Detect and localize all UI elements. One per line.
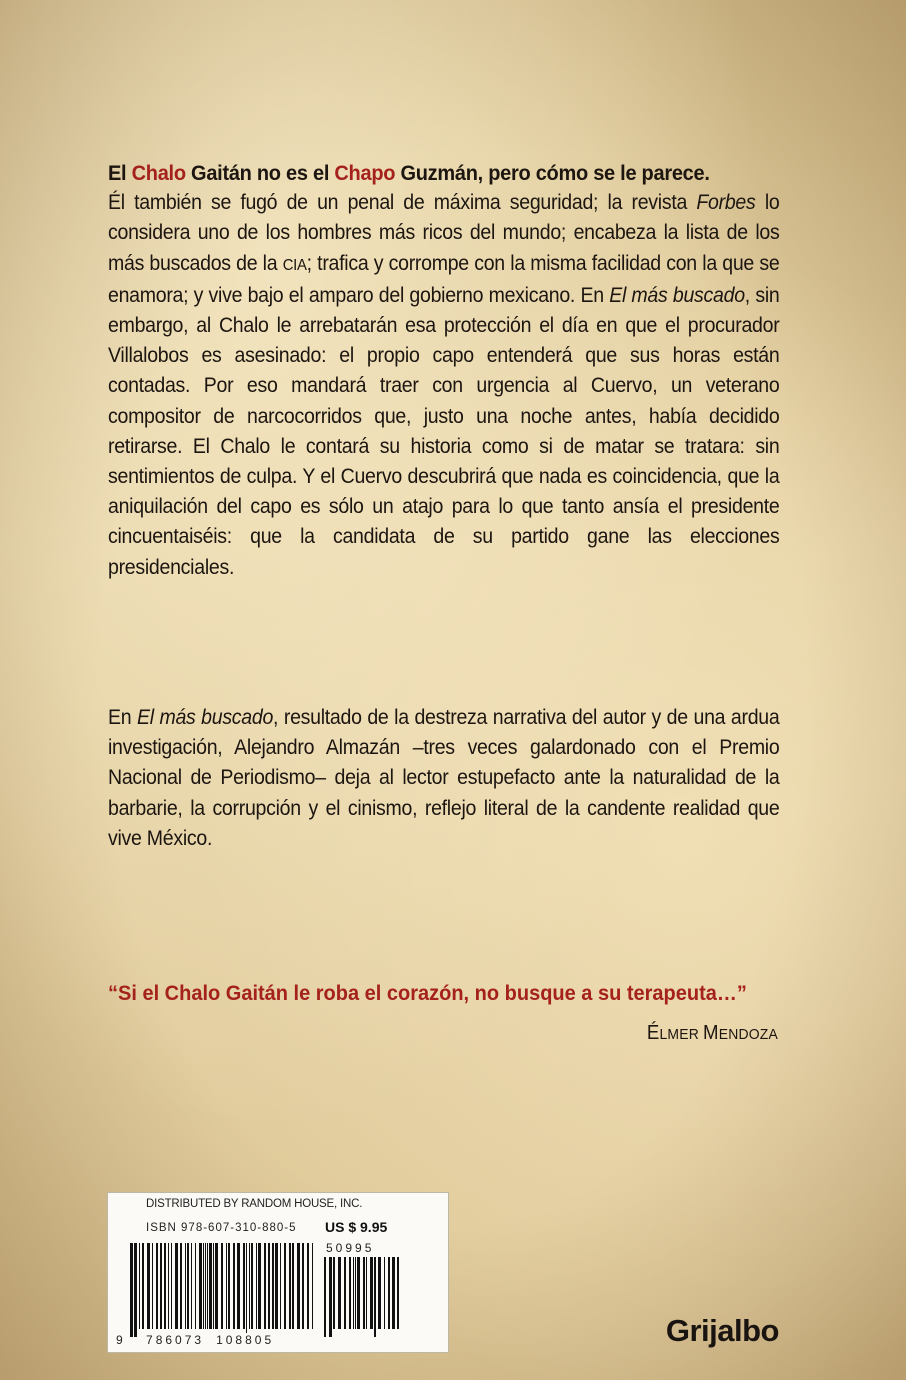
synopsis-text: lo considera uno de los hombres más ricos del mundo; encabeza la lista de los más buscados de la (108, 191, 780, 275)
headline-part: Guzmán, pero cómo se le parece. (395, 161, 710, 185)
barcode-bar (344, 1257, 346, 1329)
cia-acronym: CIA (282, 256, 307, 274)
barcode-bar (312, 1243, 313, 1329)
barcode-bar (256, 1243, 257, 1329)
barcode-bar (191, 1243, 192, 1329)
synopsis-text: ; trafica y corrompe con la misma facilidad con la que se enamora; y vive bajo el amparo del gobierno mexicano. En (108, 251, 780, 307)
barcode-bar (392, 1257, 395, 1329)
author-smallcaps: ENDOZA (718, 1026, 778, 1043)
headline-chalo: Chalo (131, 161, 186, 185)
barcode-bar (160, 1243, 162, 1329)
ean-lead-digit: 9 (116, 1333, 126, 1347)
barcode-bar (355, 1257, 356, 1329)
barcode-bar (349, 1257, 351, 1329)
barcode-label (107, 1192, 449, 1353)
ean-group-1: 786073 (146, 1333, 205, 1347)
publisher-logo: Grijalbo (665, 1313, 779, 1348)
barcode-bar (221, 1243, 223, 1329)
barcode-bar (209, 1243, 212, 1329)
price-code-text: 50995 (326, 1241, 375, 1255)
barcode-bar (171, 1243, 172, 1329)
barcode-bar (397, 1257, 399, 1329)
barcode-bar (147, 1243, 150, 1329)
barcode-bar (366, 1257, 367, 1329)
isbn-text: ISBN 978-607-310-880-5 (146, 1222, 297, 1234)
ean-digits (116, 1333, 274, 1347)
barcode-bar (249, 1243, 250, 1329)
barcode-bar (280, 1243, 281, 1329)
barcode-bar (164, 1243, 166, 1329)
barcode-bar (307, 1243, 309, 1329)
barcode-bar (251, 1243, 253, 1329)
price-addon-barcode (322, 1257, 402, 1339)
barcode-bar (370, 1257, 373, 1329)
barcode-bar (203, 1243, 204, 1329)
barcode-bar (139, 1243, 140, 1329)
headline-part: Gaitán no es el (185, 161, 335, 185)
synopsis-text: Él también se fugó de un penal de máxima seguridad; la revista (108, 191, 697, 215)
barcode-bar (233, 1243, 235, 1329)
barcode-bar (363, 1257, 365, 1329)
ean-group-2: 108805 (216, 1333, 275, 1347)
barcode-bar (243, 1243, 245, 1329)
barcode-bar (207, 1243, 208, 1329)
synopsis-text: , sin embargo, al Chalo le arrebatarán esa protección el día en que el procurador Villalobos es asesinado: el propio capo entenderá que sus horas están contadas. Por eso mandará traer con urgencia al Cuervo, un veterano compositor de narcocorridos que, justo una noche antes, había decidido retirarse. El Chalo le contará su historia como si de matar se tratara: sin sentimientos de culpa. Y el Cuervo descubrirá que nada es coincidencia, que la aniquilación del capo es sólo un atajo para lo que tanto ansía el presidente cincuentaiséis: que la candidata de su partido gane las elecciones presidenciales. (108, 283, 780, 579)
barcode-bar (156, 1243, 158, 1329)
quote-author (647, 1022, 778, 1045)
barcode-bar (187, 1243, 189, 1329)
barcode-bar (338, 1257, 341, 1329)
barcode-bar (297, 1243, 300, 1329)
barcode-bar (302, 1243, 304, 1329)
ean-barcode (128, 1243, 316, 1339)
synopsis-paragraph-2 (108, 703, 779, 854)
barcode-bar (289, 1243, 291, 1329)
price-text: US $ 9.95 (325, 1219, 388, 1235)
barcode-bar (378, 1257, 381, 1329)
barcode-bar (168, 1243, 169, 1329)
author-initial: M (703, 1022, 719, 1044)
barcode-bar (175, 1243, 178, 1329)
barcode-bar (185, 1243, 186, 1329)
barcode-bar (374, 1257, 376, 1337)
barcode-bar (246, 1243, 247, 1337)
barcode-bar (213, 1243, 214, 1329)
barcode-bar (258, 1243, 261, 1329)
barcode-bar (329, 1257, 332, 1337)
book-title: El más buscado (609, 283, 745, 307)
barcode-bar (134, 1243, 137, 1337)
headline-part: El (108, 161, 132, 185)
barcode-bar (275, 1243, 278, 1329)
barcode-bar (384, 1257, 385, 1329)
author-initial: É (646, 1022, 660, 1044)
barcode-bar (142, 1243, 144, 1329)
synopsis-text: En (108, 706, 137, 729)
barcode-bar (357, 1257, 360, 1329)
barcode-bar (268, 1243, 270, 1329)
author-smallcaps: LMER (659, 1026, 704, 1043)
barcode-bar (324, 1257, 326, 1337)
distributor-text: DISTRIBUTED BY RANDOM HOUSE, INC. (146, 1198, 363, 1210)
barcode-bar (284, 1243, 286, 1329)
barcode-bar (195, 1243, 196, 1329)
forbes-title: Forbes (696, 191, 756, 215)
barcode-bar (353, 1257, 354, 1329)
barcode-bar (272, 1243, 274, 1329)
barcode-bar (264, 1243, 266, 1329)
barcode-bar (215, 1243, 218, 1329)
headline (108, 158, 779, 188)
barcode-bar (228, 1243, 230, 1329)
synopsis-text: , resultado de la destreza narrativa del autor y de una ardua investigación, Alejandro Almazán –tres veces galardonado con el Premio Nacional de Periodismo– deja al lector estupefacto ante la naturalidad de la barbarie, la corrupción y el cinismo, reflejo literal de la candente realidad que vive México. (108, 706, 780, 850)
barcode-bar (205, 1243, 206, 1329)
barcode-bar (180, 1243, 182, 1329)
barcode-bar (237, 1243, 240, 1329)
barcode-bar (388, 1257, 390, 1329)
book-title: El más buscado (136, 706, 274, 729)
barcode-bar (333, 1257, 335, 1329)
review-quote: “Si el Chalo Gaitán le roba el corazón, no busque a su terapeuta…” (108, 981, 747, 1005)
barcode-bar (152, 1243, 153, 1329)
barcode-bar (130, 1243, 133, 1337)
barcode-bar (226, 1243, 227, 1329)
barcode-bar (292, 1243, 294, 1329)
headline-chapo: Chapo (334, 161, 396, 185)
barcode-bar (199, 1243, 202, 1329)
synopsis-paragraph-1 (108, 158, 779, 583)
